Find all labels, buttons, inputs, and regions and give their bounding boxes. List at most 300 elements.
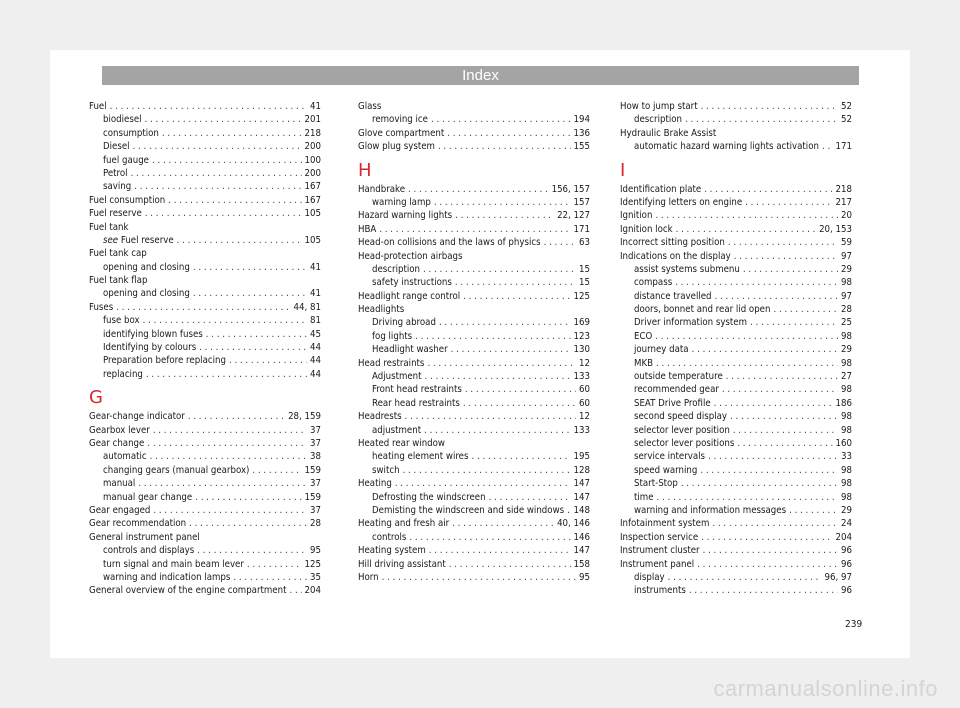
- page-ref: 28: [310, 518, 321, 530]
- index-entry: [620, 250, 852, 263]
- page-ref: 200: [304, 167, 321, 179]
- index-entry: [620, 544, 852, 557]
- index-subentry: [358, 424, 590, 437]
- entry-label: Instrument panel: [620, 558, 695, 570]
- entry-label: compass: [634, 277, 673, 289]
- index-subentry: [620, 263, 852, 276]
- entry-label: Identifying letters on engine: [620, 196, 743, 208]
- page-ref: 146: [573, 531, 590, 543]
- dot-leader: [146, 368, 307, 381]
- page-ref: 33: [841, 451, 852, 463]
- entry-label: Fuel tank: [89, 221, 129, 233]
- index-subentry: [358, 113, 590, 126]
- dot-leader: [408, 183, 549, 196]
- entry-label: changing gears (manual gearbox): [103, 464, 250, 476]
- section-letter: G: [89, 387, 103, 409]
- dot-leader: [405, 410, 576, 423]
- entry-label: automatic: [103, 451, 147, 463]
- dot-leader: [489, 491, 571, 504]
- page-ref: 157: [573, 196, 590, 208]
- index-subentry: [89, 234, 321, 247]
- dot-leader: [701, 100, 838, 113]
- index-subentry: [358, 330, 590, 343]
- entry-label: fog lights: [372, 330, 413, 342]
- dot-leader: [438, 140, 571, 153]
- dot-leader: [147, 437, 307, 450]
- page-ref: 136: [573, 127, 590, 139]
- index-entry: [89, 410, 321, 423]
- entry-label: Headlight washer: [372, 344, 448, 356]
- dot-leader: [193, 287, 307, 300]
- entry-label: controls and displays: [103, 545, 195, 557]
- page-ref: 37: [310, 424, 321, 436]
- dot-leader: [145, 207, 302, 220]
- index-subentry: [620, 437, 852, 450]
- index-entry: [620, 558, 852, 571]
- dot-leader: [138, 477, 307, 490]
- page-ref: 41: [310, 261, 321, 273]
- page-ref: 44, 81: [293, 301, 321, 313]
- dot-leader: [409, 531, 570, 544]
- page-ref: 20: [841, 210, 852, 222]
- entry-label: display: [634, 571, 665, 583]
- dot-leader: [431, 113, 571, 126]
- index-subentry: [358, 196, 590, 209]
- dot-leader: [750, 316, 838, 329]
- page-ref: 98: [841, 357, 852, 369]
- page-ref: 100: [304, 154, 321, 166]
- dot-leader: [116, 301, 290, 314]
- entry-label: switch: [372, 464, 400, 476]
- entry-label: Glow plug system: [358, 141, 435, 153]
- dot-leader: [199, 341, 307, 354]
- index-entry: [358, 571, 590, 584]
- dot-leader: [455, 276, 576, 289]
- page-ref: 97: [841, 250, 852, 262]
- entry-label: opening and closing: [103, 261, 190, 273]
- page-ref: 29: [841, 263, 852, 275]
- index-entry: [89, 504, 321, 517]
- dot-leader: [714, 397, 833, 410]
- entry-label: Ignition lock: [620, 223, 673, 235]
- index-subentry: [89, 287, 321, 300]
- index-subentry: [89, 261, 321, 274]
- index-subentry: [620, 584, 852, 597]
- index-entry: [358, 100, 590, 113]
- index-subentry: [358, 343, 590, 356]
- index-subentry: [620, 113, 852, 126]
- page-ref: 44: [310, 355, 321, 367]
- index-subentry: [89, 464, 321, 477]
- index-entry: [89, 517, 321, 530]
- entry-label: opening and closing: [103, 288, 190, 300]
- entry-label: Rear head restraints: [372, 397, 460, 409]
- page-ref: 105: [304, 208, 321, 220]
- page-ref: 200: [304, 141, 321, 153]
- entry-label: Heating and fresh air: [358, 518, 450, 530]
- page-ref: 201: [304, 114, 321, 126]
- dot-leader: [655, 209, 838, 222]
- index-entry: [89, 531, 321, 544]
- section-letter: I: [620, 159, 626, 181]
- entry-label: Fuel: [89, 101, 107, 112]
- index-entry: [358, 127, 590, 140]
- entry-label: Headlights: [358, 304, 405, 316]
- page-ref: 95: [310, 545, 321, 557]
- page-ref: 59: [841, 237, 852, 249]
- index-subentry: [620, 477, 852, 490]
- dot-leader: [415, 330, 570, 343]
- page-ref: 98: [841, 277, 852, 289]
- index-subentry: [620, 316, 852, 329]
- entry-label: [103, 234, 174, 247]
- entry-label: ECO: [634, 330, 653, 342]
- dot-leader: [247, 558, 302, 571]
- index-subentry: [89, 477, 321, 490]
- entry-label: heating element wires: [372, 451, 469, 463]
- dot-leader: [733, 424, 838, 437]
- dot-leader: [655, 330, 838, 343]
- dot-leader: [544, 236, 576, 249]
- dot-leader: [195, 491, 301, 504]
- index-subentry: [620, 357, 852, 370]
- entry-label: warning lamp: [372, 196, 431, 208]
- entry-label: turn signal and main beam lever: [103, 558, 244, 570]
- entry-label: controls: [372, 531, 407, 543]
- index-subentry: [89, 571, 321, 584]
- dot-leader: [133, 140, 302, 153]
- dot-leader: [252, 464, 301, 477]
- entry-label: service intervals: [634, 451, 706, 463]
- dot-leader: [395, 477, 571, 490]
- entry-label: Heated rear window: [358, 437, 445, 449]
- dot-leader: [789, 504, 838, 517]
- index-subentry: [89, 314, 321, 327]
- index-subentry: [620, 464, 852, 477]
- dot-leader: [439, 316, 571, 329]
- index-subentry: [358, 464, 590, 477]
- page-ref: 81: [310, 315, 321, 327]
- page-ref: 204: [835, 531, 852, 543]
- dot-leader: [715, 290, 838, 303]
- page-ref: 29: [841, 504, 852, 516]
- entry-label: selector lever position: [634, 424, 730, 436]
- page-ref: 159: [304, 464, 321, 476]
- page-ref: 186: [835, 397, 852, 409]
- dot-leader: [177, 234, 302, 247]
- dot-leader: [737, 437, 832, 450]
- index-entry: [620, 127, 852, 140]
- entry-label: biodiesel: [103, 114, 142, 126]
- index-entry: [358, 183, 590, 196]
- page-ref: 15: [579, 263, 590, 275]
- entry-label: journey data: [634, 344, 689, 356]
- page-ref: 96: [841, 558, 852, 570]
- index-subentry: [620, 140, 852, 153]
- entry-label: Demisting the windscreen and side windows: [372, 504, 565, 516]
- index-subentry: [89, 368, 321, 381]
- index-entry: [89, 100, 321, 113]
- page-ref: 147: [573, 491, 590, 503]
- index-entry: [358, 303, 590, 316]
- dot-leader: [700, 464, 838, 477]
- dot-leader: [189, 517, 307, 530]
- entry-label: Gearbox lever: [89, 424, 150, 436]
- entry-label: Inspection service: [620, 531, 699, 543]
- page-ref: 96: [841, 585, 852, 597]
- index-entry: [358, 410, 590, 423]
- page-ref: 98: [841, 491, 852, 503]
- index-entry: [89, 247, 321, 260]
- index-subentry: [358, 370, 590, 383]
- index-subentry: [89, 328, 321, 341]
- index-entry: [620, 196, 852, 209]
- entry-label: General instrument panel: [89, 531, 200, 543]
- entry-label: fuse box: [103, 315, 140, 327]
- entry-label: consumption: [103, 127, 159, 139]
- index-entry: [89, 207, 321, 220]
- index-subentry: [358, 263, 590, 276]
- dot-leader: [703, 544, 838, 557]
- index-entry: [358, 558, 590, 571]
- dot-leader: [206, 328, 307, 341]
- dot-leader: [425, 370, 571, 383]
- page-ref: 52: [841, 114, 852, 126]
- entry-label: second speed display: [634, 411, 728, 423]
- entry-label: Fuel reserve: [89, 208, 142, 220]
- page-ref: 95: [579, 571, 590, 583]
- dot-leader: [676, 223, 816, 236]
- index-entry: [358, 250, 590, 263]
- page-ref: 133: [573, 371, 590, 383]
- index-subentry: [620, 290, 852, 303]
- page-ref: 20, 153: [819, 223, 852, 235]
- page-ref: 38: [310, 451, 321, 463]
- index-subentry: [89, 180, 321, 193]
- index-entry: [620, 183, 852, 196]
- index-entry: [358, 236, 590, 249]
- dot-leader: [152, 154, 302, 167]
- page-ref: 27: [841, 371, 852, 383]
- entry-label: Petrol: [103, 167, 128, 179]
- index-entry: [89, 301, 321, 314]
- index-subentry: [358, 504, 590, 517]
- entry-label: saving: [103, 181, 132, 193]
- index-entry: [89, 274, 321, 287]
- dot-leader: [162, 127, 302, 140]
- page-ref: 35: [310, 571, 321, 583]
- entry-label: Hazard warning lights: [358, 210, 453, 222]
- index-subentry: [89, 167, 321, 180]
- dot-leader: [692, 343, 838, 356]
- page-ref: 130: [573, 344, 590, 356]
- entry-label: Infotainment system: [620, 518, 710, 530]
- watermark: carmanualsonline.info: [713, 676, 938, 701]
- page-ref: 60: [579, 397, 590, 409]
- entry-label: Identifying by colours: [103, 342, 197, 354]
- index-entry: [620, 236, 852, 249]
- dot-leader: [743, 263, 838, 276]
- index-subentry: [620, 383, 852, 396]
- dot-leader: [423, 263, 576, 276]
- page-ref: 160: [835, 437, 852, 449]
- index-subentry: [358, 383, 590, 396]
- dot-leader: [567, 504, 570, 517]
- entry-label: removing ice: [372, 114, 428, 126]
- dot-leader: [745, 196, 832, 209]
- dot-leader: [712, 517, 838, 530]
- index-subentry: [620, 330, 852, 343]
- dot-leader: [134, 180, 301, 193]
- entry-label: distance travelled: [634, 290, 712, 302]
- index-subentry: [620, 491, 852, 504]
- dot-leader: [193, 261, 307, 274]
- dot-leader: [463, 290, 570, 303]
- entry-label: Defrosting the windscreen: [372, 491, 486, 503]
- dot-leader: [668, 571, 822, 584]
- entry-label: Handbrake: [358, 183, 406, 195]
- dot-leader: [429, 544, 571, 557]
- dot-leader: [465, 383, 576, 396]
- page-ref: 41: [310, 288, 321, 300]
- entry-label: Instrument cluster: [620, 545, 700, 557]
- entry-label: Ignition: [620, 210, 653, 222]
- dot-leader: [197, 544, 307, 557]
- page-ref: 12: [579, 411, 590, 423]
- page-ref: 171: [573, 223, 590, 235]
- dot-leader: [449, 558, 571, 571]
- section-letter: H: [358, 159, 372, 181]
- entry-label: manual: [103, 478, 136, 490]
- entry-label: Head restraints: [358, 357, 425, 369]
- dot-leader: [675, 276, 838, 289]
- index-entry: [89, 194, 321, 207]
- index-subentry: [89, 354, 321, 367]
- index-subentry: [620, 276, 852, 289]
- index-column-3: [620, 100, 852, 598]
- index-entry: [89, 424, 321, 437]
- index-subentry: [89, 558, 321, 571]
- entry-label: Gear engaged: [89, 504, 151, 516]
- index-entry: [358, 544, 590, 557]
- dot-leader: [150, 450, 307, 463]
- entry-label: Identification plate: [620, 183, 702, 195]
- dot-leader: [455, 209, 554, 222]
- index-subentry: [620, 571, 852, 584]
- dot-leader: [153, 424, 307, 437]
- dot-leader: [188, 410, 285, 423]
- dot-leader: [403, 464, 571, 477]
- page-ref: 125: [573, 290, 590, 302]
- entry-label: Incorrect sitting position: [620, 237, 725, 249]
- page-ref: 204: [304, 585, 321, 597]
- dot-leader: [452, 517, 554, 530]
- entry-label: Fuel tank flap: [89, 275, 148, 287]
- page-ref: 29: [841, 344, 852, 356]
- dot-leader: [685, 113, 838, 126]
- page-ref: 22, 127: [557, 210, 590, 222]
- index-entry: [358, 209, 590, 222]
- index-entry: [620, 223, 852, 236]
- entry-label: selector lever positions: [634, 437, 735, 449]
- entry-label: Driver information system: [634, 317, 748, 329]
- entry-label: Hill driving assistant: [358, 558, 446, 570]
- page-ref: 125: [304, 558, 321, 570]
- index-subentry: [89, 140, 321, 153]
- page-ref: 44: [310, 342, 321, 354]
- entry-label: Head-protection airbags: [358, 250, 463, 262]
- entry-label: MKB: [634, 357, 654, 369]
- entry-label: Glass: [358, 101, 382, 112]
- page-ref: 96, 97: [824, 571, 852, 583]
- index-subentry: [89, 450, 321, 463]
- index-entry: [89, 437, 321, 450]
- dot-leader: [726, 370, 838, 383]
- page-number: 239: [845, 619, 863, 630]
- index-entry: [358, 223, 590, 236]
- dot-leader: [424, 424, 570, 437]
- index-subentry: [358, 531, 590, 544]
- entry-label: identifying blown fuses: [103, 328, 203, 340]
- dot-leader: [382, 571, 576, 584]
- page-ref: 37: [310, 504, 321, 516]
- page-ref: 155: [573, 141, 590, 153]
- dot-leader: [472, 450, 571, 463]
- page-ref: 98: [841, 478, 852, 490]
- dot-leader: [734, 250, 838, 263]
- entry-label: Heating: [358, 478, 392, 490]
- entry-label: instruments: [634, 585, 686, 597]
- entry-label: outside temperature: [634, 371, 723, 383]
- entry-label: assist systems submenu: [634, 263, 740, 275]
- entry-label: Fuses: [89, 301, 114, 313]
- entry-label: Gear recommendation: [89, 518, 187, 530]
- entry-label: recommended gear: [634, 384, 719, 396]
- page-ref: 158: [573, 558, 590, 570]
- entry-label: safety instructions: [372, 277, 452, 289]
- page-ref: 167: [304, 181, 321, 193]
- page-ref: 28: [841, 304, 852, 316]
- page-ref: 194: [573, 114, 590, 126]
- page-ref: 147: [573, 478, 590, 490]
- entry-label: How to jump start: [620, 101, 698, 112]
- index-entry: [620, 531, 852, 544]
- page-ref: 63: [579, 237, 590, 249]
- page-ref: 41: [310, 101, 321, 112]
- see-reference: see: [103, 234, 119, 246]
- index-subentry: [620, 410, 852, 423]
- page-ref: 128: [573, 464, 590, 476]
- dot-leader: [730, 410, 838, 423]
- index-subentry: [358, 397, 590, 410]
- entry-label: HBA: [358, 223, 377, 235]
- dot-leader: [434, 196, 571, 209]
- index-entry: [620, 517, 852, 530]
- dot-leader: [229, 354, 307, 367]
- dot-leader: [447, 127, 570, 140]
- index-entry: [89, 584, 321, 597]
- dot-leader: [701, 531, 832, 544]
- page-ref: 98: [841, 384, 852, 396]
- index-subentry: [89, 154, 321, 167]
- index-entry: [358, 477, 590, 490]
- index-subentry: [89, 127, 321, 140]
- dot-leader: [379, 223, 570, 236]
- entry-label: Adjustment: [372, 371, 422, 383]
- page-ref: 147: [573, 545, 590, 557]
- page-ref: 148: [573, 504, 590, 516]
- page-ref: 171: [835, 141, 852, 153]
